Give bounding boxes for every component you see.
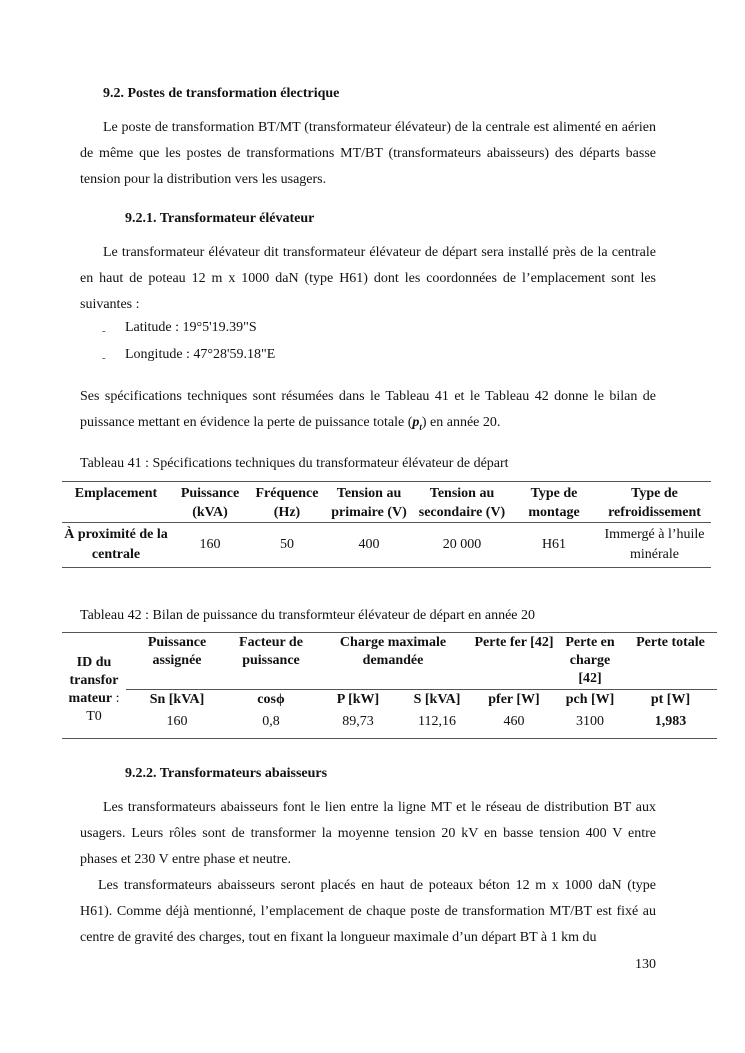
table41-cell: H61	[541, 537, 567, 552]
table-row	[62, 710, 717, 734]
table42-cell: 0,8	[262, 714, 280, 729]
table41	[62, 481, 711, 568]
bullet-latitude: Latitude : 19°5'19.39"S	[125, 320, 257, 335]
table42-cell: 112,16	[418, 714, 456, 729]
table41-cell: À proximité de la centrale	[64, 527, 168, 562]
table42-cell: 1,983	[654, 714, 687, 729]
table42-subheader: pch [W]	[565, 692, 615, 707]
table41-cell: 20 000	[442, 537, 482, 552]
table42-id-value: T0	[86, 709, 102, 724]
table41-cell: 50	[280, 537, 294, 552]
table41-header: Emplacement	[74, 486, 158, 501]
table42-group-header: Charge maximale demandée	[339, 635, 447, 668]
table41-cell: 160	[199, 537, 221, 552]
table41-header-row	[62, 482, 711, 523]
table42-cell: 160	[166, 714, 188, 729]
table42-cell: 3100	[576, 714, 604, 729]
section-9-2-paragraph: Le poste de transformation BT/MT (transformateur élévateur) de la centrale est alimenté en aérien de même que les postes de transformations MT/BT (transformateurs abaisseurs) des départs basse tension pour la distribution vers les usagers.	[80, 120, 656, 187]
table42-subheader: pfer [W]	[488, 692, 540, 707]
table42-id-colon: :	[112, 691, 120, 706]
section-9-2-1-title: 9.2.1. Transformateur élévateur	[125, 211, 315, 226]
table41-header: Tension au primaire (V)	[331, 486, 407, 520]
table41-header: Type de montage	[528, 486, 580, 520]
table42-subheader: Sn [kVA]	[149, 692, 205, 707]
table42-subheader: cosϕ	[257, 692, 285, 707]
table42-subheader: P [kW]	[336, 692, 380, 707]
table42-subheader: pt [W]	[650, 692, 691, 707]
table42-group-header: Facteur de puissance	[239, 635, 303, 668]
table42-group-header: Puissance assignée	[147, 635, 207, 668]
table42-spacer-row	[62, 734, 717, 739]
bullet-marker: -	[102, 325, 106, 337]
table42-cell: 89,73	[342, 714, 374, 729]
table42-subheader-row	[62, 690, 717, 711]
table41-header: Type de refroidissement	[608, 486, 701, 520]
para2-symbol: p	[412, 415, 420, 430]
table41-header: Tension au secondaire (V)	[418, 486, 506, 520]
section-9-2-1-paragraph-2	[80, 384, 656, 440]
table42-id-label: ID du transfor mateur	[68, 655, 119, 706]
table42-id-cell	[62, 633, 126, 735]
table42-group-header-row	[62, 633, 717, 690]
table42-caption: Tableau 42 : Bilan de puissance du transformteur élévateur de départ en année 20	[80, 608, 536, 623]
table41-cell: 400	[358, 537, 380, 552]
para2-text-b: ) en année 20.	[421, 415, 501, 430]
bullet-longitude: Longitude : 47°28'59.18"E	[125, 347, 276, 362]
section-9-2-2-title: 9.2.2. Transformateurs abaisseurs	[125, 766, 328, 781]
table41-header: Puissance (kVA)	[180, 486, 240, 520]
table42	[62, 632, 717, 739]
table41-cell: Immergé à l’huile minérale	[604, 527, 705, 562]
table42-cell: 460	[503, 714, 525, 729]
para2-text-a: Ses spécifications techniques sont résumées dans le Tableau 41 et le Tableau 42 donne le bilan de puissance mettant en évidence la perte de puissance totale (	[80, 389, 656, 430]
para2-subscript: t	[419, 421, 422, 432]
table41-header: Fréquence (Hz)	[255, 486, 319, 520]
section-9-2-2-paragraph-2: Les transformateurs abaisseurs seront placés en haut de poteaux béton 12 m x 1000 daN (type H61). Comme déjà mentionné, l’emplacement de chaque poste de transformation MT/BT est fixé au centre de gravité des charges, tout en fixant la longueur maximale d’un départ BT à 1 km du	[80, 878, 656, 945]
table41-caption: Tableau 41 : Spécifications techniques du transformateur élévateur de départ	[80, 456, 509, 471]
section-9-2-2-paragraph-1: Les transformateurs abaisseurs font le lien entre la ligne MT et le réseau de distribution BT aux usagers. Leurs rôles sont de transformer la moyenne tension 20 kV en basse tension 400 V entre phases et 230 V entre phase et neutre.	[80, 800, 656, 867]
page-number: 130	[635, 957, 656, 972]
section-9-2-1-paragraph: Le transformateur élévateur dit transformateur élévateur de départ sera installé près de la centrale en haut de poteau 12 m x 1000 daN (type H61) dont les coordonnées de l’emplacement sont les suivantes :	[80, 245, 656, 312]
table42-group-header: Perte en charge [42]	[565, 635, 615, 686]
table-row	[62, 523, 711, 568]
bullet-marker: -	[102, 352, 106, 364]
table42-subheader: S [kVA]	[413, 692, 461, 707]
section-9-2-title: 9.2. Postes de transformation électrique	[103, 86, 340, 101]
table42-group-header: Perte fer [42]	[474, 635, 554, 650]
table42-group-header: Perte totale	[636, 635, 705, 650]
